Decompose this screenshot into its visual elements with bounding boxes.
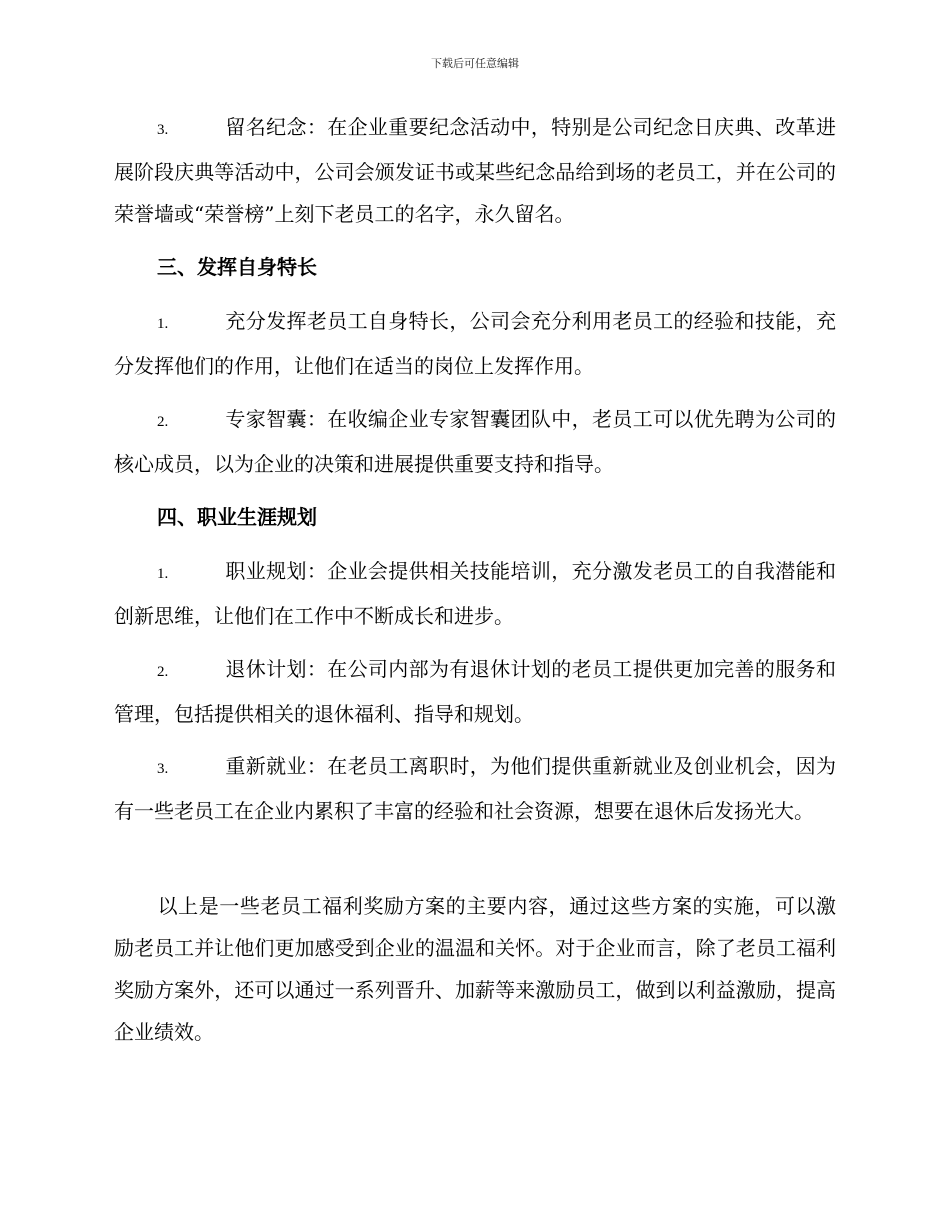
- item-text: 退休计划：在公司内部为有退休计划的老员工提供更加完善的服务和管理，包括提供相关的退休福利、指导和规划。: [114, 657, 836, 726]
- item-text: 专家智囊：在收编企业专家智囊团队中，老员工可以优先聘为公司的核心成员，以为企业的决策和进展提供重要支持和指导。: [114, 407, 836, 476]
- item-text: 留名纪念：在企业重要纪念活动中，特别是公司纪念日庆典、改革进展阶段庆典等活动中，公司会颁发证书或某些纪念品给到场的老员工，并在公司的荣誉墙或“荣誉榜”上刻下老员工的名字，永久留名。: [114, 115, 836, 226]
- list-item: [114, 300, 836, 387]
- list-item: [114, 745, 836, 832]
- item-number: 3.: [157, 122, 169, 138]
- item-number: 1.: [157, 316, 169, 332]
- item-text: 职业规划：企业会提供相关技能培训，充分激发老员工的自我潜能和创新思维，让他们在工作中不断成长和进步。: [114, 559, 836, 628]
- item-number: 1.: [157, 566, 169, 582]
- section-heading: 四、职业生涯规划: [157, 505, 317, 529]
- header-note: 下载后可任意编辑: [431, 57, 519, 70]
- paragraph-text: 以上是一些老员工福利奖励方案的主要内容，通过这些方案的实施，可以激励老员工并让他们更加感受到企业的温温和关怀。对于企业而言，除了老员工福利奖励方案外，还可以通过一系列晋升、加薪等来激励员工，做到以利益激励，提高企业绩效。: [114, 894, 836, 1044]
- item-number: 2.: [157, 414, 169, 430]
- list-item: [114, 106, 836, 235]
- list-item: [114, 648, 836, 735]
- closing-paragraph: [114, 885, 836, 1053]
- list-item: [114, 398, 836, 485]
- item-text: 重新就业：在老员工离职时，为他们提供重新就业及创业机会，因为有一些老员工在企业内累积了丰富的经验和社会资源，想要在退休后发扬光大。: [114, 754, 836, 823]
- item-number: 3.: [157, 761, 169, 777]
- section-heading: 三、发挥自身特长: [157, 255, 317, 279]
- item-text: 充分发挥老员工自身特长，公司会充分利用老员工的经验和技能，充分发挥他们的作用，让他们在适当的岗位上发挥作用。: [114, 309, 836, 378]
- item-number: 2.: [157, 664, 169, 680]
- list-item: [114, 550, 836, 637]
